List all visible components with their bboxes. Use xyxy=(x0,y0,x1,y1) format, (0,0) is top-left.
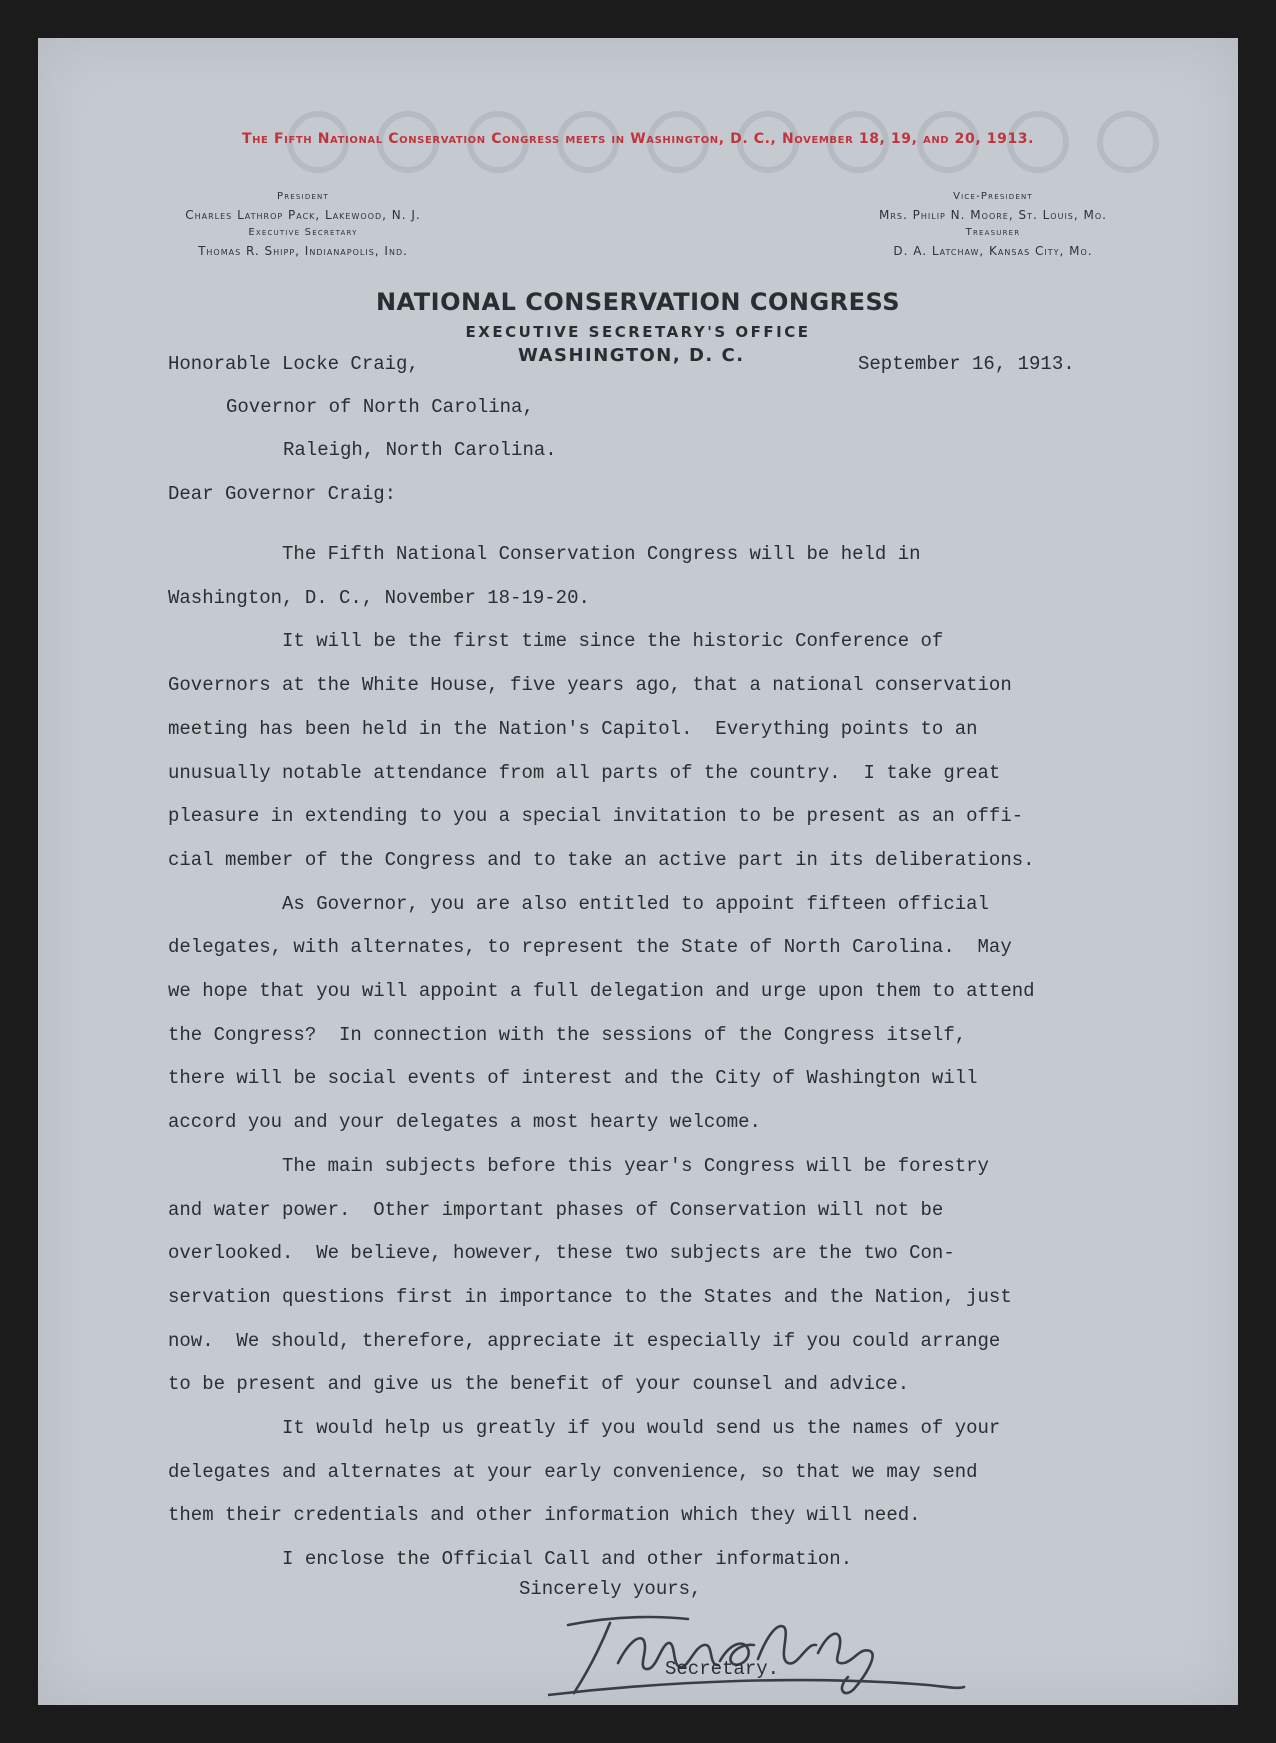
body-line: The Fifth National Conservation Congress will be held in xyxy=(168,543,921,565)
body-line: meeting has been held in the Nation's Capitol. Everything points to an xyxy=(168,717,978,740)
body-line: accord you and your delegates a most hearty welcome. xyxy=(168,1111,761,1134)
body-line: we hope that you will appoint a full delegation and urge upon them to attend xyxy=(168,980,1035,1003)
vice-president-name: Mrs. Philip N. Moore, St. Louis, Mo. xyxy=(879,208,1107,222)
body-line: pleasure in extending to you a special invitation to be present as an offi- xyxy=(168,805,1024,828)
body-line: Governors at the White House, five years ago, that a national conservation xyxy=(168,674,1012,697)
exec-secretary-label: Executive Secretary xyxy=(248,227,358,238)
body-line: cial member of the Congress and to take an active part in its deliberations. xyxy=(168,848,1035,871)
body-line: The main subjects before this year's Congress will be forestry xyxy=(168,1154,989,1177)
organization-city: WASHINGTON, D. C. xyxy=(518,345,745,366)
letter-page xyxy=(38,38,1238,1705)
treasurer-label: Treasurer xyxy=(965,227,1021,238)
president-name: Charles Lathrop Pack, Lakewood, N. J. xyxy=(185,208,421,222)
body-line: overlooked. We believe, however, these two subjects are the two Con- xyxy=(168,1242,955,1265)
letterhead-banner: The Fifth National Conservation Congress meets in Washington, D. C., November 18, 19, and 20, 1913. xyxy=(241,131,1035,147)
letter-date: September 16, 1913. xyxy=(858,353,1075,375)
handwritten-signature xyxy=(548,1603,968,1703)
body-line: As Governor, you are also entitled to appoint fifteen official xyxy=(168,892,989,915)
organization-name: NATIONAL CONSERVATION CONGRESS xyxy=(375,288,901,316)
vice-president-label: Vice-President xyxy=(953,191,1033,202)
president-label: President xyxy=(277,191,329,202)
officers-right xyxy=(813,188,1173,260)
body-line: It will be the first time since the historic Conference of xyxy=(168,630,944,653)
body-line: the Congress? In connection with the sessions of the Congress itself, xyxy=(168,1023,967,1046)
body-line: them their credentials and other information which they will need. xyxy=(168,1504,921,1527)
treasurer-name: D. A. Latchaw, Kansas City, Mo. xyxy=(893,244,1093,258)
body-line: now. We should, therefore, appreciate it especially if you could arrange xyxy=(168,1329,1001,1352)
organization-office: EXECUTIVE SECRETARY'S OFFICE xyxy=(465,323,811,341)
body-line: delegates and alternates at your early convenience, so that we may send xyxy=(168,1460,978,1483)
body-line: delegates, with alternates, to represent the State of North Carolina. May xyxy=(168,936,1012,959)
body-line: I enclose the Official Call and other information. xyxy=(168,1548,853,1571)
body-line: there will be social events of interest and the City of Washington will xyxy=(168,1067,978,1090)
salutation: Dear Governor Craig: xyxy=(168,483,397,505)
body-line: to be present and give us the benefit of your counsel and advice. xyxy=(168,1373,910,1396)
officers-left xyxy=(123,188,483,260)
recipient-line-1: Honorable Locke Craig, xyxy=(168,353,419,375)
exec-secretary-name: Thomas R. Shipp, Indianapolis, Ind. xyxy=(198,244,408,258)
signature-title: Secretary. xyxy=(665,1658,780,1680)
recipient-line-3: Raleigh, North Carolina. xyxy=(283,439,557,461)
body-line: unusually notable attendance from all parts of the country. I take great xyxy=(168,761,1001,784)
recipient-line-2: Governor of North Carolina, xyxy=(226,396,534,418)
closing: Sincerely yours, xyxy=(519,1578,702,1600)
body-line: servation questions first in importance to the States and the Nation, just xyxy=(168,1285,1012,1308)
body-line: and water power. Other important phases of Conservation will not be xyxy=(168,1198,944,1221)
body-line: Washington, D. C., November 18-19-20. xyxy=(168,586,590,609)
body-line: It would help us greatly if you would send us the names of your xyxy=(168,1417,1001,1440)
letter-body xyxy=(168,533,1168,1582)
